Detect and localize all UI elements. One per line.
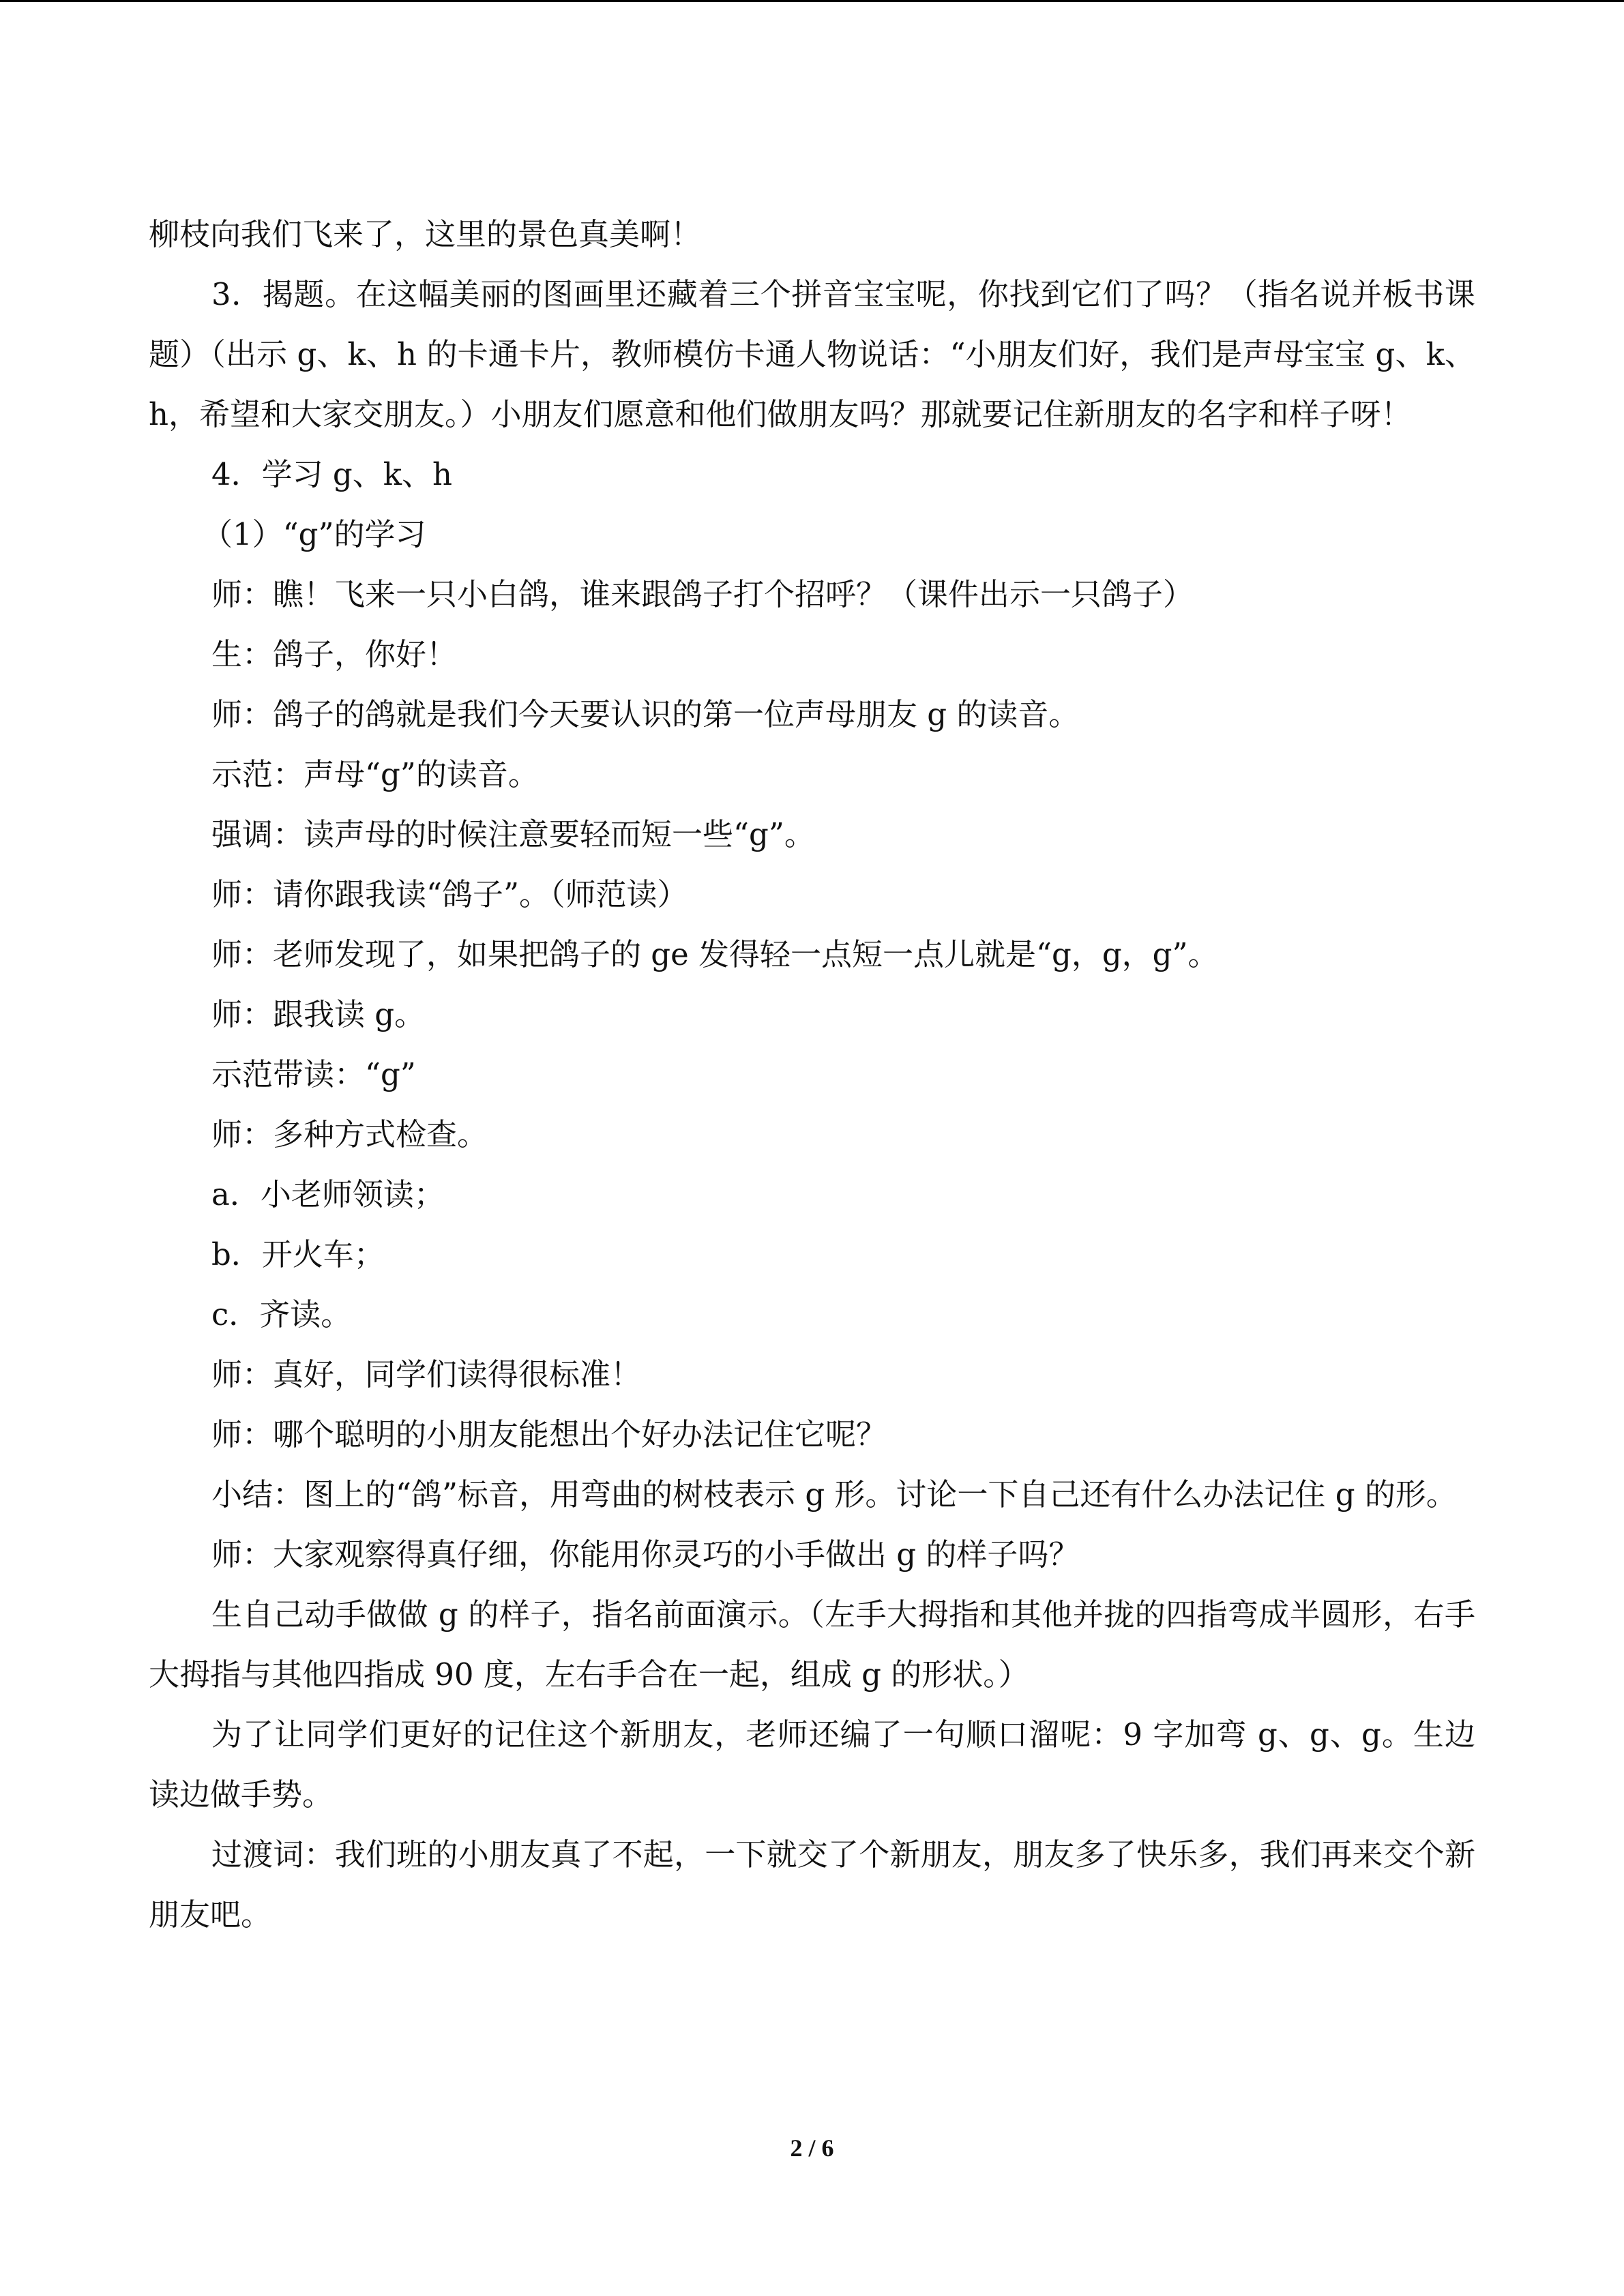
top-border-rule	[0, 0, 1624, 2]
paragraph-20: 小结：图上的“鸽”标音，用弯曲的树枝表示 g 形。讨论一下自己还有什么办法记住 g 的形。	[211, 1476, 1457, 1512]
paragraph-7: 师：鸽子的鸽就是我们今天要认识的第一位声母朋友 g 的读音。	[211, 696, 1080, 732]
paragraph-2: 3．揭题。在这幅美丽的图画里还藏着三个拼音宝宝呢，你找到它们了吗？（指名说并板书课题）（出示 g、k、h 的卡通卡片，教师模仿卡通人物说话：“小朋友们好，我们是声母宝宝 g、k、h，希望和大家交朋友。）小朋友们愿意和他们做朋友吗？那就要记住新朋友的名字和样子呀！	[149, 276, 1475, 432]
paragraph-3: 4．学习 g、k、h	[211, 456, 452, 492]
paragraph-14: 师：多种方式检查。	[211, 1116, 488, 1152]
paragraph-8: 示范：声母“g”的读音。	[211, 756, 539, 792]
paragraph-23: 为了让同学们更好的记住这个新朋友，老师还编了一句顺口溜呢：9 字加弯 g、g、g。生边读边做手势。	[149, 1716, 1475, 1813]
paragraph-12: 师：跟我读 g。	[211, 996, 426, 1032]
paragraph-17: c．齐读。	[211, 1296, 352, 1332]
paragraph-10: 师：请你跟我读“鸽子”。（师范读）	[211, 876, 688, 912]
paragraph-4: （1）“g”的学习	[202, 516, 426, 552]
paragraph-9: 强调：读声母的时候注意要轻而短一些“g”。	[211, 816, 815, 852]
paragraph-5: 师：瞧！飞来一只小白鸽，谁来跟鸽子打个招呼？（课件出示一只鸽子）	[211, 576, 1194, 612]
paragraph-18: 师：真好，同学们读得很标准！	[211, 1356, 642, 1392]
paragraph-15: a．小老师领读；	[211, 1176, 445, 1212]
paragraph-16: b．开火车；	[211, 1236, 385, 1272]
paragraph-24: 过渡词：我们班的小朋友真了不起，一下就交了个新朋友，朋友多了快乐多，我们再来交个新朋友吧。	[149, 1836, 1475, 1933]
paragraph-13: 示范带读：“g”	[211, 1056, 416, 1092]
paragraph-11: 师：老师发现了，如果把鸽子的 ge 发得轻一点短一点儿就是“g，g，g”。	[211, 936, 1219, 972]
paragraph-22: 生自己动手做做 g 的样子，指名前面演示。（左手大拇指和其他并拢的四指弯成半圆形，右手大拇指与其他四指成 90 度，左右手合在一起，组成 g 的形状。）	[149, 1596, 1475, 1693]
paragraph-6: 生：鸽子，你好！	[211, 636, 458, 672]
paragraph-21: 师：大家观察得真仔细，你能用你灵巧的小手做出 g 的样子吗？	[211, 1536, 1080, 1572]
paragraph-1: 柳枝向我们飞来了，这里的景色真美啊！	[149, 216, 702, 252]
page-number: 2 / 6	[790, 2134, 834, 2162]
document-body	[149, 205, 1475, 1945]
paragraph-19: 师：哪个聪明的小朋友能想出个好办法记住它呢？	[211, 1416, 887, 1452]
